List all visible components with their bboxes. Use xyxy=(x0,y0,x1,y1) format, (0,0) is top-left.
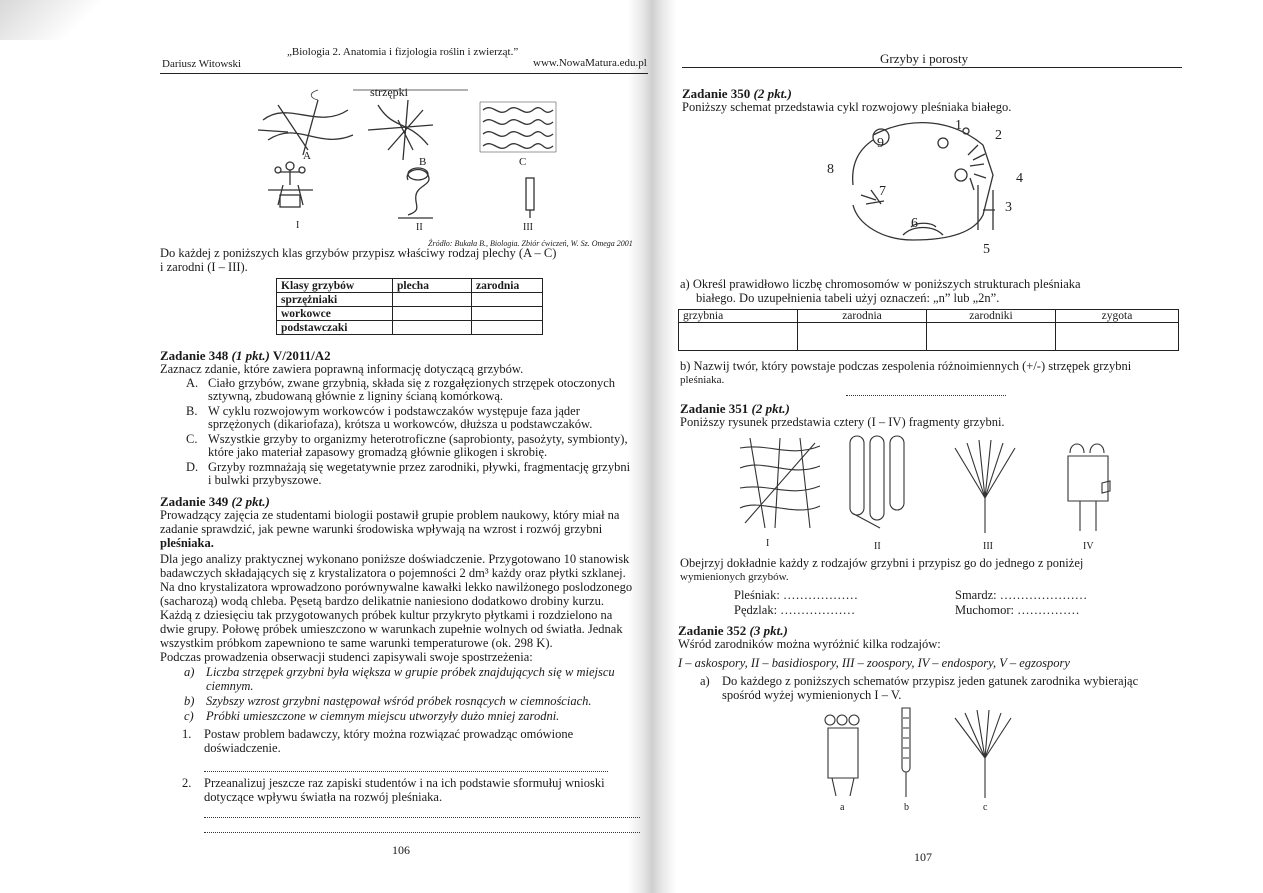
th-zygota: zygota xyxy=(1056,310,1179,323)
classes-table xyxy=(276,278,543,335)
task349-p2-line: Każdą z dziesięciu tak przygotowanych próbek kultur przykryto płytkami i rozdzielono na xyxy=(160,608,613,622)
spore-schemes-drawing xyxy=(820,708,1010,798)
question-number: 2. xyxy=(182,776,192,790)
task350-b-line: b) Nazwij twór, który powstaje podczas zespolenia różnoimiennych (+/-) strzępek grzybni xyxy=(680,359,1132,373)
fragment-label-IV: IV xyxy=(1083,541,1094,552)
task351-points: (2 pkt.) xyxy=(751,401,790,416)
task349-p2-line: (sacharozą) wodą chleba. Pęsetą bardzo delikatnie naniesiono dodatkowo drobiny kurzu. xyxy=(160,594,604,608)
field-pedzlak[interactable] xyxy=(734,603,855,617)
option-line: i bulwki przybyszowe. xyxy=(208,473,322,487)
spore-label-c: c xyxy=(983,802,988,813)
fragment-label-I: I xyxy=(766,538,770,549)
task349-title: Zadanie 349 xyxy=(160,494,229,509)
task349-p2-line: Dla jego analizy praktycznej wykonano poniższe doświadczenie. Przygotowano 10 stanowisk xyxy=(160,552,630,566)
field-label: Pędzlak: xyxy=(734,603,778,617)
figure-source: Źródło: Bukała B., Biologia. Zbiór ćwiczeń, W. Sz. Omega 2001 xyxy=(428,239,633,248)
field-plesniak[interactable] xyxy=(734,588,858,602)
answer-cell[interactable] xyxy=(393,321,472,335)
cycle-label-2: 2 xyxy=(995,128,1002,143)
question-line: doświadczenie. xyxy=(204,741,281,755)
cycle-label-6: 6 xyxy=(911,216,918,231)
row-label: podstawczaki xyxy=(277,321,393,335)
th-zarodnia: zarodnia xyxy=(472,279,543,293)
option-line: sprzężonych (dikariofaza), krótsza u workowców, dłuższa u podstawczaków. xyxy=(208,417,593,431)
field-muchomor[interactable] xyxy=(955,603,1080,617)
task348-code: V/2011/A2 xyxy=(272,348,331,363)
scan-corner-shadow xyxy=(0,0,110,40)
task350-a-line: białego. Do uzupełnienia tabeli użyj oznaczeń: „n” lub „2n”. xyxy=(696,291,1000,305)
task347-line1: Do każdej z poniższych klas grzybów przypisz właściwy rodzaj plechy (A – C) xyxy=(160,246,557,260)
task352-a-line: spośród wyżej wymienionych I – V. xyxy=(722,688,902,702)
field-dots: ……………… xyxy=(782,588,858,602)
field-dots: ……………… xyxy=(780,603,856,617)
answer-line[interactable] xyxy=(204,832,640,833)
task349-p2-line: wszystkim próbkom zapewniono te same warunki temperaturowe (ok. 298 K). xyxy=(160,636,553,650)
field-smardz[interactable] xyxy=(955,588,1087,602)
task351-text: Obejrzyj dokładnie każdy z rodzajów grzybni i przypisz go do jednego z poniżej xyxy=(680,556,1084,570)
option-line: sztywną, zbudowaną głównie z ligniny ścianą komórkową. xyxy=(208,389,504,403)
task352-a-letter: a) xyxy=(700,674,710,688)
answer-cell[interactable] xyxy=(393,307,472,321)
life-cycle-diagram xyxy=(827,115,1023,260)
hyphae-drawing xyxy=(258,90,558,240)
question-line: Przeanalizuj jeszcze raz zapiski studentów i na ich podstawie sformułuj wnioski xyxy=(204,776,605,790)
task349-p2-line: Na dno krystalizatora wprowadzono porównywalne kawałki lekko nawilżonego poslodzonego xyxy=(160,580,633,594)
task349-p2-line: badawczych składających się z krystalizatora o pojemności 2 dm³ każdy oraz płytki szklanej. xyxy=(160,566,626,580)
obs-line: Szybszy wzrost grzybni następował wśród próbek rosnących w ciemnościach. xyxy=(206,694,592,708)
table-row xyxy=(277,321,543,335)
task348-intro: Zaznacz zdanie, które zawiera poprawną informację dotyczącą grzybów. xyxy=(160,362,524,376)
task351-intro: Poniższy rysunek przedstawia cztery (I – IV) fragmenty grzybni. xyxy=(680,415,1005,429)
answer-cell[interactable] xyxy=(798,323,927,351)
answer-cell[interactable] xyxy=(472,321,543,335)
task352-title: Zadanie 352 xyxy=(678,623,747,638)
answer-line[interactable] xyxy=(204,771,608,772)
obs-line: Próbki umieszczone w ciemnym miejscu utworzyły dużo mniej zarodni. xyxy=(206,709,560,723)
task352-types: I – askospory, II – basidiospory, III – zoospory, IV – endospory, V – egzospory xyxy=(678,656,1070,670)
page-number-left: 106 xyxy=(392,843,410,857)
table-row xyxy=(277,293,543,307)
th-plecha: plecha xyxy=(393,279,472,293)
label-I: I xyxy=(296,220,300,231)
task348-title: Zadanie 348 xyxy=(160,348,229,363)
task348-points: (1 pkt.) xyxy=(231,348,270,363)
chapter-header: Grzyby i porosty xyxy=(880,51,969,66)
field-label: Muchomor: xyxy=(955,603,1015,617)
option-line: Wszystkie grzyby to organizmy heterotroficzne (saprobionty, pasożyty, symbionty), xyxy=(208,432,628,446)
fragment-label-III: III xyxy=(983,541,993,552)
row-label: sprzężniaki xyxy=(277,293,393,307)
task349-p1-line: zadanie sprawdzić, jak pewne warunki środowiska wpływają na wzrost i rozwój grzybni xyxy=(160,522,603,536)
task351-text: wymienionych grzybów. xyxy=(680,571,789,583)
option-letter[interactable]: B. xyxy=(186,404,198,418)
task350-b-line: pleśniaka. xyxy=(680,374,725,386)
task349-p1-bold: pleśniaka. xyxy=(160,536,214,550)
task352-a-line: Do każdego z poniższych schematów przypisz jeden gatunek zarodnika wybierając xyxy=(722,674,1139,688)
task352-points: (3 pkt.) xyxy=(749,623,788,638)
answer-cell[interactable] xyxy=(472,307,543,321)
obs-letter: c) xyxy=(184,709,194,723)
answer-cell[interactable] xyxy=(1056,323,1179,351)
header-rule-right xyxy=(682,67,1182,68)
cycle-label-9: 9 xyxy=(877,136,884,151)
obs-letter: a) xyxy=(184,665,195,679)
field-dots: ………………… xyxy=(999,588,1088,602)
task349-p2-line: Podczas prowadzenia obserwacji studenci zapisywali swoje spostrzeżenia: xyxy=(160,650,533,664)
answer-cell[interactable] xyxy=(679,323,798,351)
website: www.NowaMatura.edu.pl xyxy=(533,57,647,69)
chromosome-table xyxy=(678,309,1179,351)
obs-line: Liczba strzępek grzybni była większa w grupie próbek znajdujących się w miejscu xyxy=(206,665,615,679)
task350-a-line: a) Określ prawidłowo liczbę chromosomów w poniższych strukturach pleśniaka xyxy=(680,277,1081,291)
book-title: „Biologia 2. Anatomia i fizjologia roślin i zwierząt.” xyxy=(287,46,519,58)
task350-title: Zadanie 350 xyxy=(682,86,751,101)
th-klasy: Klasy grzybów xyxy=(277,279,393,293)
row-label: workowce xyxy=(277,307,393,321)
cycle-label-3: 3 xyxy=(1005,200,1012,215)
answer-cell[interactable] xyxy=(927,323,1056,351)
field-label: Smardz: xyxy=(955,588,997,602)
question-line: Postaw problem badawczy, który można rozwiązać prowadząc omówione xyxy=(204,727,574,741)
label-C: C xyxy=(519,156,527,168)
task349-p1-line: Prowadzący zajęcia ze studentami biologii postawił grupie problem naukowy, który miał na xyxy=(160,508,620,522)
option-line: które jako materiał zapasowy gromadzą głównie glikogen i skrobię. xyxy=(208,445,548,459)
task349-p2-line: dwie grupy. Połowę próbek umieszczono w warunkach zupełnie wolnych od światła. Jednak xyxy=(160,622,623,636)
task351-title: Zadanie 351 xyxy=(680,401,749,416)
question-number: 1. xyxy=(182,727,192,741)
label-II: II xyxy=(416,222,423,233)
th-zarodniki: zarodniki xyxy=(927,310,1056,323)
field-dots: …………… xyxy=(1017,603,1080,617)
spore-label-a: a xyxy=(840,802,845,813)
label-III: III xyxy=(523,222,533,233)
label-A: A xyxy=(303,150,311,162)
task352-intro: Wśród zarodników można wyróżnić kilka rodzajów: xyxy=(678,637,941,651)
header-rule xyxy=(160,73,648,74)
page-number-right: 107 xyxy=(914,850,932,864)
table-row xyxy=(277,307,543,321)
field-label: Pleśniak: xyxy=(734,588,780,602)
author: Dariusz Witowski xyxy=(162,58,242,70)
task349-points: (2 pkt.) xyxy=(231,494,270,509)
cycle-label-1: 1 xyxy=(955,118,962,133)
book-gutter xyxy=(628,0,676,893)
cycle-label-4: 4 xyxy=(1016,171,1023,186)
label-B: B xyxy=(419,156,427,168)
option-letter[interactable]: D. xyxy=(186,460,199,474)
fragment-label-II: II xyxy=(874,541,881,552)
question-line: dotyczące wpływu światła na rozwój pleśniaka. xyxy=(204,790,443,804)
task347-line2: i zarodni (I – III). xyxy=(160,260,248,274)
task350-points: (2 pkt.) xyxy=(753,86,792,101)
th-grzybnia: grzybnia xyxy=(679,310,798,323)
option-letter[interactable]: A. xyxy=(186,376,199,390)
answer-cell[interactable] xyxy=(393,293,472,307)
answer-line[interactable] xyxy=(846,395,1006,396)
spore-label-b: b xyxy=(904,802,909,813)
option-letter[interactable]: C. xyxy=(186,432,198,446)
strzepki-label: strzępki xyxy=(370,85,408,99)
answer-cell[interactable] xyxy=(472,293,543,307)
cycle-label-5: 5 xyxy=(983,242,990,257)
cycle-label-7: 7 xyxy=(879,184,886,199)
cycle-label-8: 8 xyxy=(827,162,834,177)
obs-line: ciemnym. xyxy=(206,679,254,693)
task350-intro: Poniższy schemat przedstawia cykl rozwojowy pleśniaka białego. xyxy=(682,100,1012,114)
option-line: Ciało grzybów, zwane grzybnią, składa się z rozgałęzionych strzępek otoczonych xyxy=(208,376,616,390)
answer-line[interactable] xyxy=(204,817,640,818)
obs-letter: b) xyxy=(184,694,195,708)
th-zarodnia: zarodnia xyxy=(798,310,927,323)
option-line: Grzyby rozmnażają się wegetatywnie przez zarodniki, pływki, fragmentację grzybni xyxy=(208,460,631,474)
hyphae-fragments-drawing xyxy=(740,438,1120,533)
option-line: W cyklu rozwojowym workowców i podstawczaków występuje faza jąder xyxy=(208,404,580,418)
